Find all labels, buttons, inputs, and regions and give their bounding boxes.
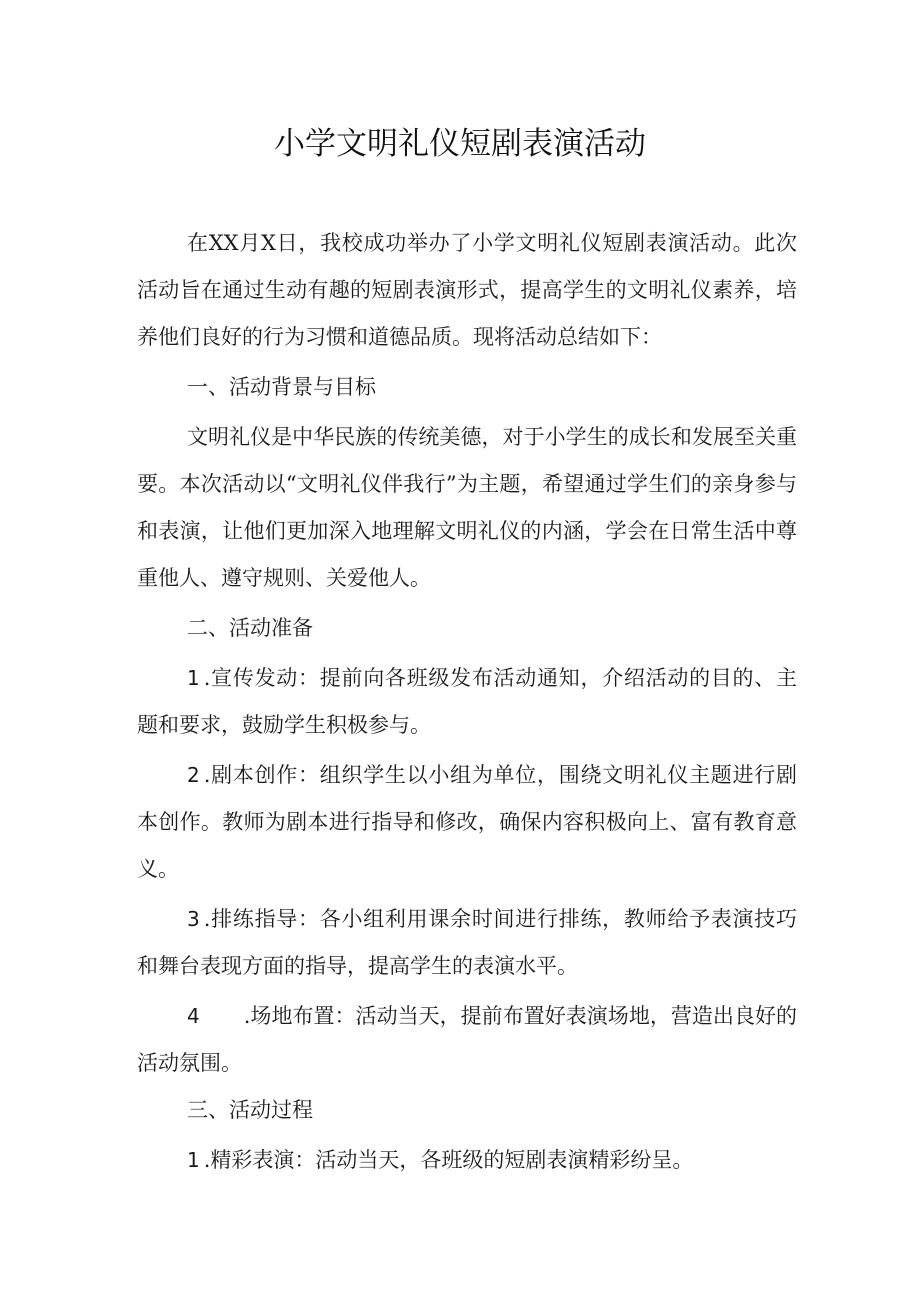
document-body [137, 220, 797, 1187]
item-text: .排练指导：各小组利用课余时间进行排练，教师给予表演技巧和舞台表现方面的指导，提高学生的表演水平。 [137, 907, 797, 978]
item-number: 1 [187, 1148, 200, 1172]
item-number: 3 [187, 907, 200, 931]
process-item-1 [137, 1137, 797, 1184]
preparation-item-2 [137, 752, 797, 893]
item-number: 2 [187, 763, 200, 787]
item-number: 4 [187, 1004, 200, 1028]
document-title: 小学文明礼仪短剧表演活动 [274, 126, 646, 162]
item-text: .精彩表演：活动当天，各班级的短剧表演精彩纷呈。 [203, 1148, 694, 1172]
item-number: 1 [187, 666, 200, 690]
item-text: .宣传发动：提前向各班级发布活动通知，介绍活动的目的、主题和要求，鼓励学生积极参与。 [137, 666, 797, 737]
preparation-item-1 [137, 655, 797, 749]
section-heading-process: 三、活动过程 [187, 1098, 313, 1122]
preparation-item-3 [137, 896, 797, 990]
section-heading-background: 一、活动背景与目标 [187, 375, 376, 399]
section-heading-preparation: 二、活动准备 [187, 616, 313, 640]
item-text: .场地布置：活动当天，提前布置好表演场地，营造出良好的活动氛围。 [137, 1004, 797, 1075]
intro-paragraph: 在XX月X日，我校成功举办了小学文明礼仪短剧表演活动。此次活动旨在通过生动有趣的短剧表演形式，提高学生的文明礼仪素养，培养他们良好的行为习惯和道德品质。现将活动总结如下： [137, 231, 797, 349]
background-paragraph: 文明礼仪是中华民族的传统美德，对于小学生的成长和发展至关重要。本次活动以“文明礼仪伴我行”为主题，希望通过学生们的亲身参与和表演，让他们更加深入地理解文明礼仪的内涵，学会在日常生活中尊重他人、遵守规则、关爱他人。 [137, 425, 797, 590]
preparation-item-4 [137, 993, 797, 1087]
item-text: .剧本创作：组织学生以小组为单位，围绕文明礼仪主题进行剧本创作。教师为剧本进行指导和修改，确保内容积极向上、富有教育意义。 [137, 763, 797, 881]
